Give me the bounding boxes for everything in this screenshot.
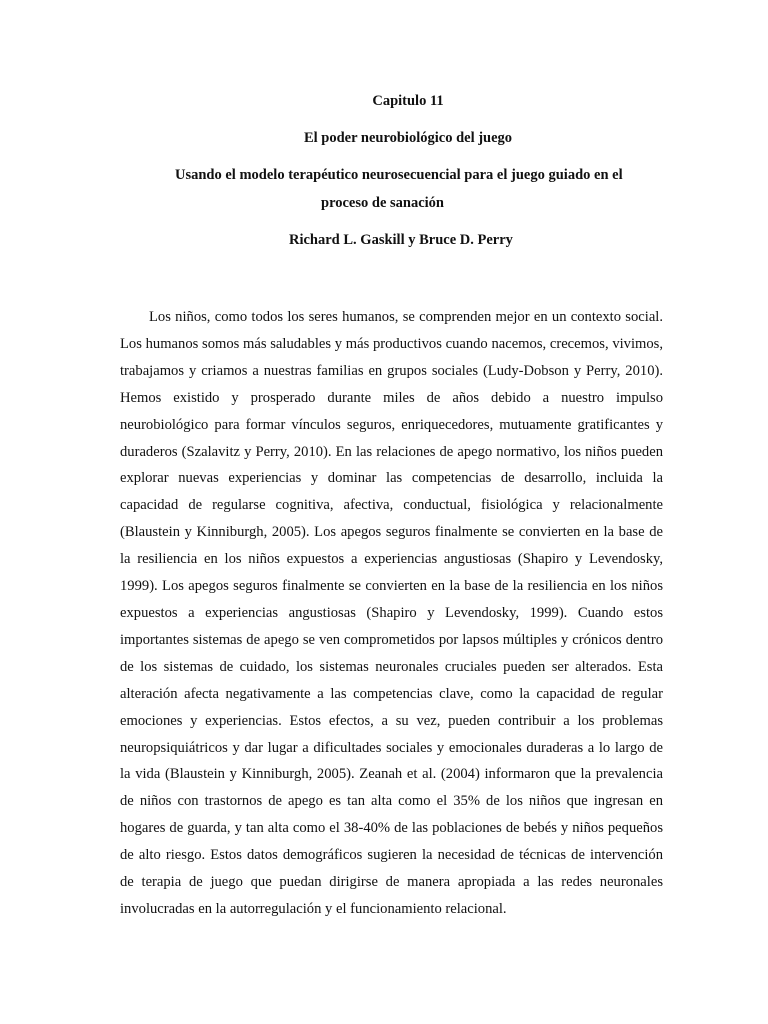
body-paragraph: Los niños, como todos los seres humanos, se comprenden mejor en un contexto social. Los humanos somos más saludables y más productivos cuando nacemos, crecemos, vivimos, trabajamos y criamos a nuestras familias en grupos sociales (Ludy-Dobson y Perry, 2010). Hemos existido y prosperado durante miles de años debido a nuestro impulso neurobiológico para formar vínculos seguros, enriquecedores, mutuamente gratificantes y duraderos (Szalavitz y Perry, 2010). En las relaciones de apego normativo, los niños pueden explorar nuevas experiencias y dominar las competencias de desarrollo, incluida la capacidad de regularse cognitiva, afectiva, conductual, fisiológica y relacionalmente (Blaustein y Kinniburgh, 2005). Los apegos seguros finalmente se convierten en la base de la resiliencia en los niños expuestos a experiencias angustiosas (Shapiro y Levendosky, 1999). Los apegos seguros finalmente se convierten en la base de la resiliencia en los niños expuestos a experiencias angustiosas (Shapiro y Levendosky, 1999). Cuando estos importantes sistemas de apego se ven comprometidos por lapsos múltiples y crónicos dentro de los sistemas de cuidado, los sistemas neuronales cruciales pueden ser alterados. Esta alteración afecta negativamente a las competencias clave, como la capacidad de regular emociones y experiencias. Estos efectos, a su vez, pueden contribuir a los problemas neuropsiquiátricos y dar lugar a dificultades sociales y emocionales duraderas a lo largo de la vida (Blaustein y Kinniburgh, 2005). Zeanah et al. (2004) informaron que la prevalencia de niños con trastornos de apego es tan alta como el 35% de los niños que ingresan en hogares de guarda, y tan alta como el 38-40% de las poblaciones de bebés y niños pequeños de alto riesgo. Estos datos demográficos sugieren la necesidad de técnicas de intervención de terapia de juego que puedan dirigirse de manera apropiada a las redes neuronales involucradas en la autorregulación y el funcionamiento relacional. xyxy=(120,309,663,917)
chapter-title: El poder neurobiológico del juego xyxy=(303,130,513,146)
chapter-subtitle-line-2: proceso de sanación xyxy=(321,195,444,211)
chapter-heading: Capitulo 11 xyxy=(372,93,444,109)
authors: Richard L. Gaskill y Bruce D. Perry xyxy=(289,232,513,248)
chapter-subtitle-line-1: Usando el modelo terapéutico neurosecuencial para el juego guiado en el xyxy=(175,167,623,183)
